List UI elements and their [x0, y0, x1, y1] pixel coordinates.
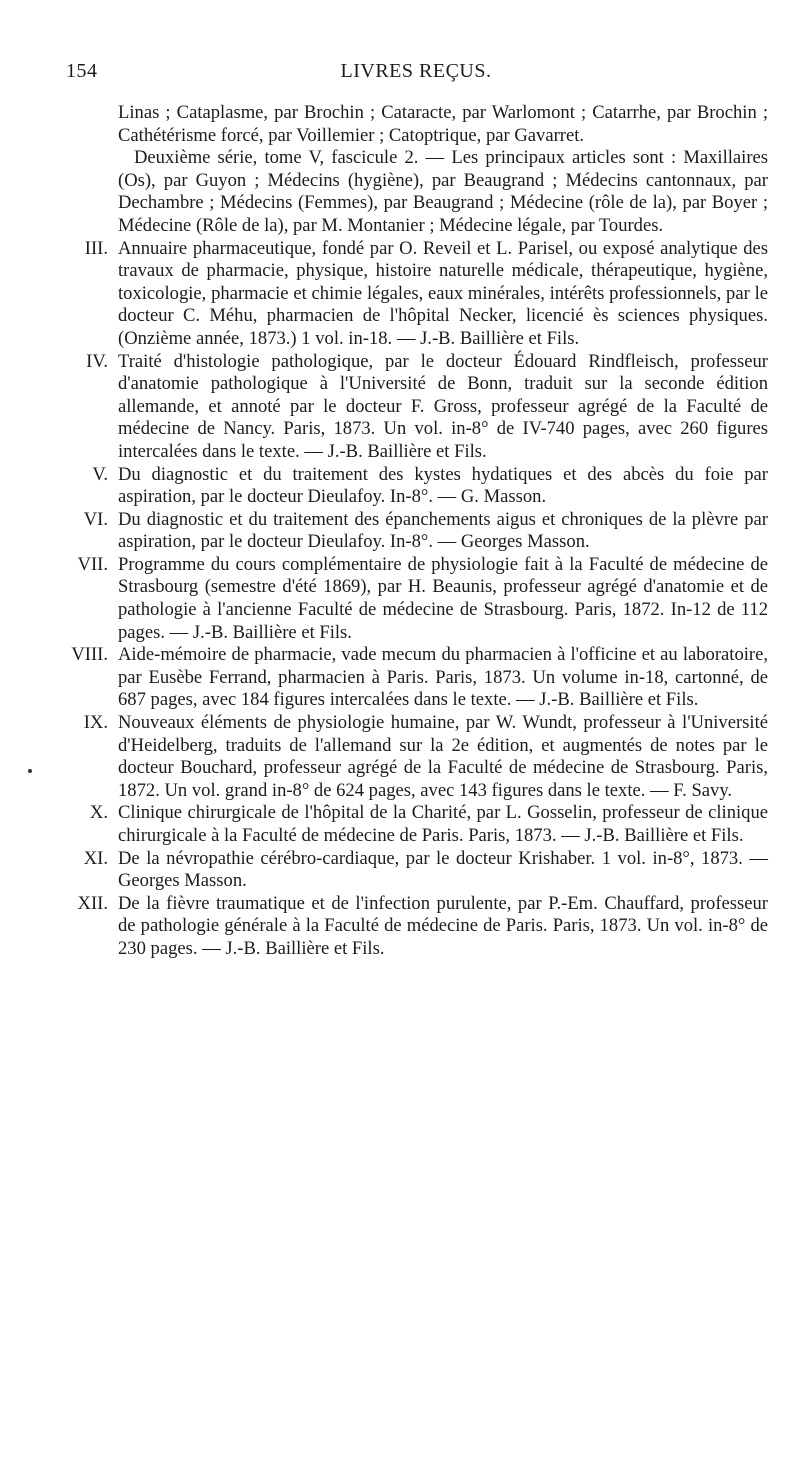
running-title: LIVRES REÇUS. — [340, 60, 492, 82]
list-item — [66, 464, 768, 509]
entry-text: De la névropathie cérébro-cardiaque, par le docteur Krishaber. 1 vol. in-8°, 1873. — Georges Masson. — [118, 847, 768, 892]
list-item — [66, 238, 768, 351]
entry-number: V. — [92, 463, 108, 485]
entry-text: Clinique chirurgicale de l'hôpital de la Charité, par L. Gosselin, professeur de clinique chirurgicale à la Faculté de médecine de Paris. Paris, 1873. — J.-B. Baillière et Fils. — [118, 802, 768, 846]
entry-text: Programme du cours complémentaire de physiologie fait à la Faculté de médecine de Strasbourg (semestre d'été 1869), par H. Beaunis, professeur agrégé d'anatomie et de pathologie à l'ancienne Faculté de médecine de Strasbourg. Paris, 1872. In-12 de 112 pages. — J.-B. Baillière et Fils. — [118, 553, 768, 643]
entry-number: IV. — [86, 350, 108, 372]
list-item — [66, 848, 768, 893]
entry-text: Nouveaux éléments de physiologie humaine, par W. Wundt, professeur à l'Université d'Heidelberg, traduits de l'allemand sur la 2e édition, et augmentés de notes par le docteur Bouchard, professeur agrégé de la Faculté de médecine de Strasbourg. Paris, 1872. Un vol. grand in-8° de 624 pages, avec 143 figures dans le texte. — F. Savy. — [118, 712, 768, 801]
entry-number: IX. — [83, 712, 108, 734]
entry-text: Traité d'histologie pathologique, par le docteur Édouard Rindfleisch, professeur d'anatomie pathologique à l'Université de Bonn, traduit sur la seconde édition allemande, et annoté par le docteur F. Gross, professeur agrégé de la Faculté de médecine de Nancy. Paris, 1873. Un vol. in-8° de IV-740 pages, avec 260 figures intercalées dans le texte. — J.-B. Baillière et Fils. — [118, 350, 768, 462]
entry-number: VI. — [83, 508, 108, 530]
second-series-paragraph: Deuxième série, tome V, fascicule 2. — Les principaux articles sont : Maxillaires (Os), par Guyon ; Médecins (hygiène), par Beaugrand ; Médecins cantonnaux, par Dechambre ; Médecins (Femmes), par Beaugrand ; Médecine (rôle de la), par Boyer ; Médecine (Rôle de la), par M. Montanier ; Médecine légale, par Tourdes. — [118, 147, 768, 236]
entry-number: XI. — [83, 847, 108, 869]
page-number: 154 — [66, 60, 98, 82]
entry-number: XII. — [77, 892, 108, 914]
entry-number: X. — [89, 802, 108, 824]
list-item — [66, 712, 768, 802]
entry-text: Annuaire pharmaceutique, fondé par O. Reveil et L. Parisel, ou exposé analytique des travaux de pharmacie, physique, histoire naturelle médicale, thérapeutique, hygiène, toxicologie, pharmacie et chimie légales, eaux minérales, intérêts professionnels, par le docteur C. Méhu, pharmacien de l'hôpital Necker, licencié ès sciences physiques. (Onzième année, 1873.) 1 vol. in-18. — J.-B. Baillière et Fils. — [118, 237, 768, 349]
entry-text: Du diagnostic et du traitement des épanchements aigus et chroniques de la plèvre par aspiration, par le docteur Dieulafoy. In-8°. — Georges Masson. — [118, 508, 768, 553]
entry-text: Aide-mémoire de pharmacie, vade mecum du pharmacien à l'officine et au laboratoire, par Eusèbe Ferrand, pharmacien à Paris. Paris, 1873. Un volume in-18, cartonné, de 687 pages, avec 184 figures intercalées dans le texte. — J.-B. Baillière et Fils. — [118, 644, 768, 711]
margin-ink-dot — [28, 769, 32, 773]
list-item — [66, 893, 768, 961]
list-item — [66, 802, 768, 847]
list-item — [66, 351, 768, 464]
entry-text: De la fièvre traumatique et de l'infection purulente, par P.-Em. Chauffard, professeur de pathologie générale à la Faculté de médecine de Paris. Paris, 1873. Un vol. in-8° de 230 pages. — J.-B. Baillière et Fils. — [118, 892, 768, 959]
continued-paragraph: Linas ; Cataplasme, par Brochin ; Cataracte, par Warlomont ; Catarrhe, par Brochin ; Cathétérisme forcé, par Voillemier ; Catoptrique, par Gavarret. — [118, 102, 768, 146]
list-item — [66, 644, 768, 712]
book-list — [66, 102, 768, 961]
entry-number: VII. — [77, 553, 108, 575]
list-item — [66, 554, 768, 644]
entry-number: VIII. — [71, 644, 108, 666]
list-item — [66, 509, 768, 554]
entry-text: Du diagnostic et du traitement des kystes hydatiques et des abcès du foie par aspiration, par le docteur Dieulafoy. In-8°. — G. Masson. — [118, 463, 768, 508]
entry-number: III. — [84, 237, 108, 259]
